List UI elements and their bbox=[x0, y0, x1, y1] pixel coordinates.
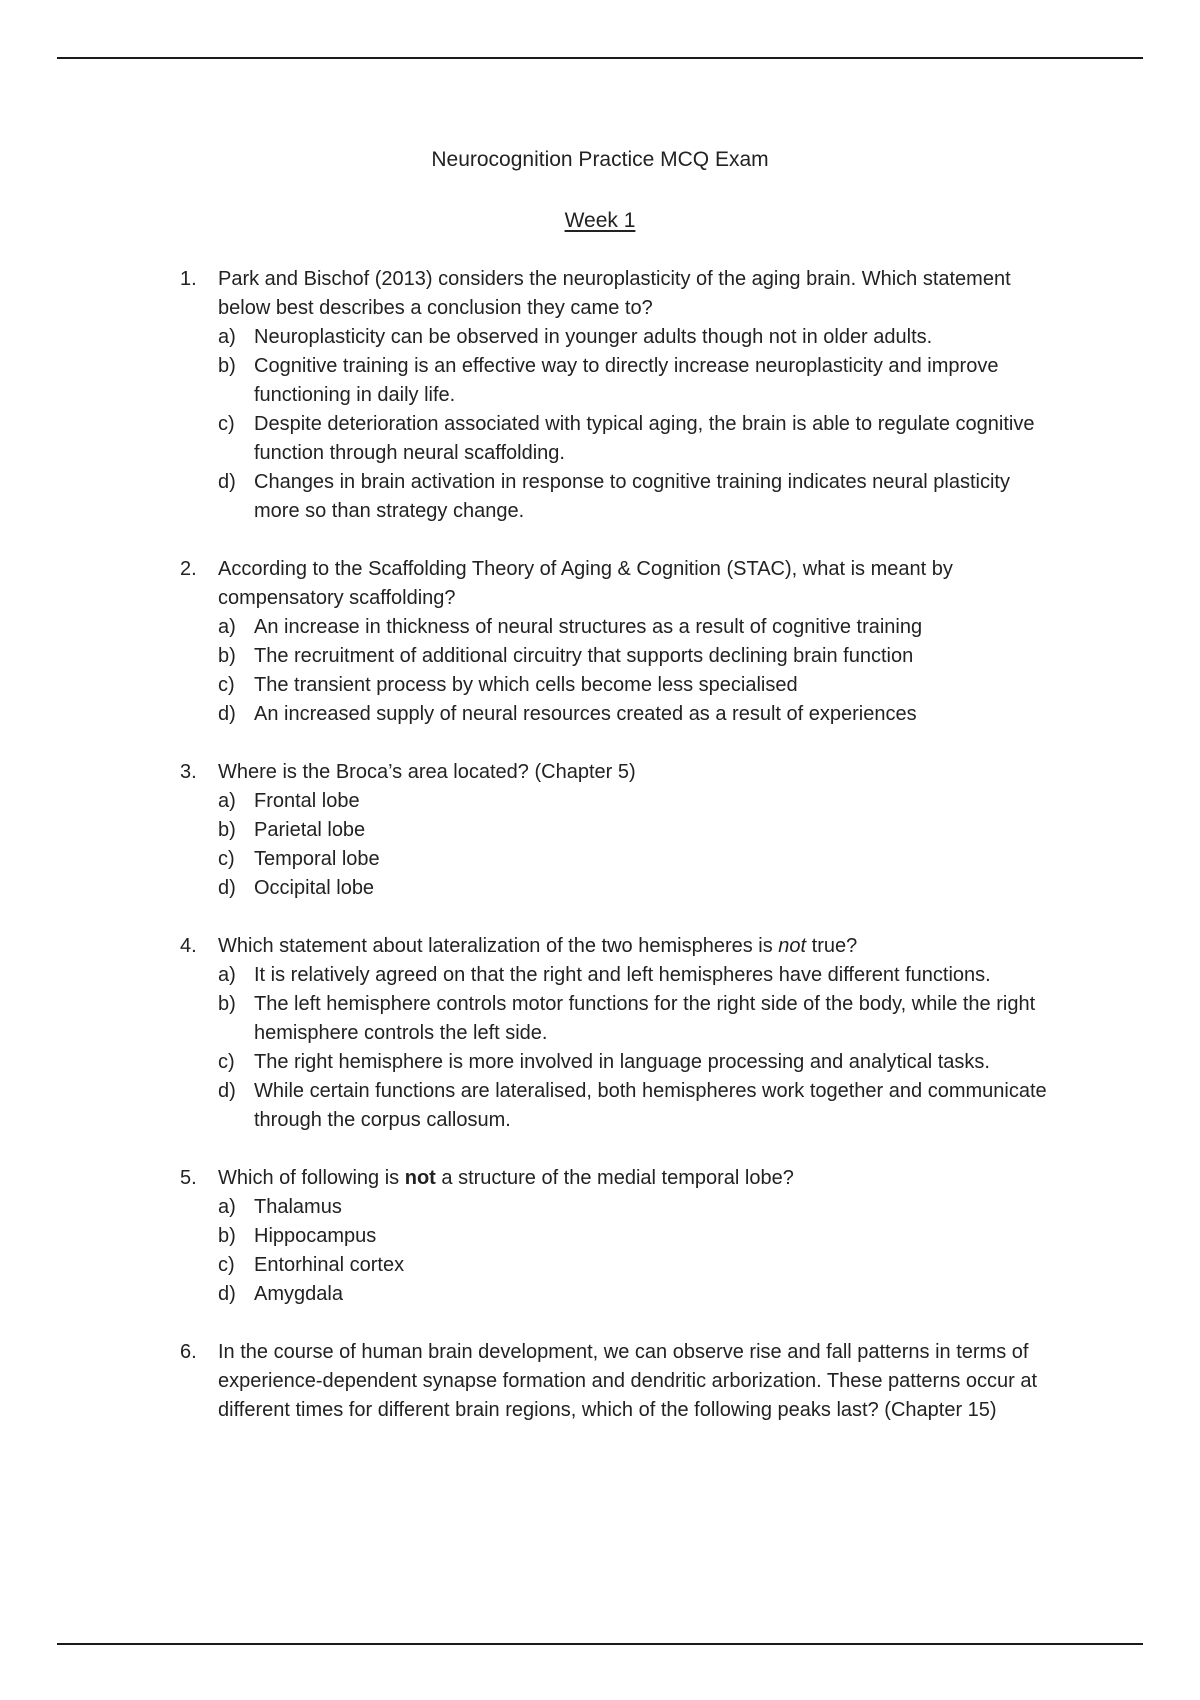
option-d bbox=[218, 1077, 1060, 1135]
option-label: d) bbox=[218, 1080, 236, 1102]
option-label: b) bbox=[218, 645, 236, 667]
question-text-emphasis: not bbox=[778, 935, 807, 957]
option-text: Changes in brain activation in response to cognitive training indicates neural plasticity more so than strategy change. bbox=[254, 471, 1010, 522]
option-label: c) bbox=[218, 674, 235, 696]
question-text-before: Which statement about lateralization of the two hemispheres is bbox=[218, 935, 779, 957]
option-label: c) bbox=[218, 848, 235, 870]
option-d bbox=[218, 1280, 1060, 1309]
option-b bbox=[218, 642, 1060, 671]
option-b bbox=[218, 990, 1060, 1048]
question-text: Where is the Broca’s area located? (Chapter 5) bbox=[218, 761, 636, 783]
question-text: In the course of human brain development, we can observe rise and fall patterns in terms of experience-dependent synapse formation and dendritic arborization. These patterns occur at different times for different brain regions, which of the following peaks last? (Chapter 15) bbox=[218, 1341, 1038, 1421]
option-label: a) bbox=[218, 616, 236, 638]
question-text bbox=[218, 1164, 1060, 1193]
option-text: An increase in thickness of neural structures as a result of cognitive training bbox=[254, 616, 923, 638]
question-text-before: Which of following is bbox=[218, 1167, 405, 1189]
question-text: According to the Scaffolding Theory of Aging & Cognition (STAC), what is meant by compensatory scaffolding? bbox=[218, 558, 953, 609]
option-list bbox=[218, 787, 1060, 903]
option-a bbox=[218, 787, 1060, 816]
option-d bbox=[218, 468, 1060, 526]
question-2 bbox=[180, 555, 1060, 729]
option-label: a) bbox=[218, 1196, 236, 1218]
question-list bbox=[180, 265, 1060, 1454]
option-label: b) bbox=[218, 355, 236, 377]
option-list bbox=[218, 323, 1060, 526]
option-c bbox=[218, 671, 1060, 700]
option-b bbox=[218, 352, 1060, 410]
option-text: Frontal lobe bbox=[254, 790, 360, 812]
option-text: Occipital lobe bbox=[254, 877, 375, 899]
option-text: The transient process by which cells become less specialised bbox=[254, 674, 798, 696]
option-label: a) bbox=[218, 964, 236, 986]
bottom-rule bbox=[57, 1643, 1143, 1645]
question-text-emphasis: not bbox=[404, 1167, 436, 1189]
option-list bbox=[218, 613, 1060, 729]
option-text: Thalamus bbox=[254, 1196, 342, 1218]
page-title: Neurocognition Practice MCQ Exam bbox=[431, 148, 769, 171]
page-subtitle bbox=[0, 207, 1200, 235]
option-label: d) bbox=[218, 703, 236, 725]
option-label: c) bbox=[218, 1051, 235, 1073]
question-text-after: true? bbox=[806, 935, 858, 957]
question-number: 2. bbox=[180, 558, 197, 580]
option-b bbox=[218, 816, 1060, 845]
question-number: 1. bbox=[180, 268, 197, 290]
option-c bbox=[218, 845, 1060, 874]
question-1 bbox=[180, 265, 1060, 526]
option-label: c) bbox=[218, 413, 235, 435]
option-label: c) bbox=[218, 1254, 235, 1276]
option-text: Parietal lobe bbox=[254, 819, 366, 841]
question-number: 3. bbox=[180, 761, 197, 783]
option-label: d) bbox=[218, 471, 236, 493]
option-label: b) bbox=[218, 819, 236, 841]
option-text: An increased supply of neural resources created as a result of experiences bbox=[254, 703, 917, 725]
option-d bbox=[218, 700, 1060, 729]
question-number: 6. bbox=[180, 1341, 197, 1363]
option-label: b) bbox=[218, 1225, 236, 1247]
option-b bbox=[218, 1222, 1060, 1251]
option-text: While certain functions are lateralised, both hemispheres work together and communicate through the corpus callosum. bbox=[254, 1080, 1047, 1131]
option-text: Temporal lobe bbox=[254, 848, 380, 870]
option-label: d) bbox=[218, 877, 236, 899]
option-label: a) bbox=[218, 326, 236, 348]
option-c bbox=[218, 1251, 1060, 1280]
option-a bbox=[218, 1193, 1060, 1222]
question-text: Park and Bischof (2013) considers the neuroplasticity of the aging brain. Which statement below best describes a conclusion they came to? bbox=[218, 268, 1011, 319]
option-list bbox=[218, 1193, 1060, 1309]
option-text: Cognitive training is an effective way to directly increase neuroplasticity and improve functioning in daily life. bbox=[254, 355, 999, 406]
option-d bbox=[218, 874, 1060, 903]
question-number: 4. bbox=[180, 935, 197, 957]
option-text: Neuroplasticity can be observed in younger adults though not in older adults. bbox=[254, 326, 933, 348]
option-text: Despite deterioration associated with typical aging, the brain is able to regulate cognitive function through neural scaffolding. bbox=[254, 413, 1035, 464]
option-text: The right hemisphere is more involved in language processing and analytical tasks. bbox=[254, 1051, 990, 1073]
option-text: The recruitment of additional circuitry that supports declining brain function bbox=[254, 645, 914, 667]
option-text: Amygdala bbox=[254, 1283, 343, 1305]
question-number: 5. bbox=[180, 1167, 197, 1189]
question-text bbox=[218, 932, 1060, 961]
top-rule bbox=[57, 57, 1143, 59]
option-text: It is relatively agreed on that the right and left hemispheres have different functions. bbox=[254, 964, 991, 986]
option-a bbox=[218, 961, 1060, 990]
option-c bbox=[218, 1048, 1060, 1077]
option-label: d) bbox=[218, 1283, 236, 1305]
question-text-after: a structure of the medial temporal lobe? bbox=[435, 1167, 794, 1189]
option-text: Entorhinal cortex bbox=[254, 1254, 405, 1276]
option-a bbox=[218, 323, 1060, 352]
question-4 bbox=[180, 932, 1060, 1135]
option-c bbox=[218, 410, 1060, 468]
option-label: b) bbox=[218, 993, 236, 1015]
option-list bbox=[218, 961, 1060, 1135]
question-6 bbox=[180, 1338, 1060, 1425]
option-text: The left hemisphere controls motor functions for the right side of the body, while the right hemisphere controls the left side. bbox=[254, 993, 1036, 1044]
option-a bbox=[218, 613, 1060, 642]
week-label: Week 1 bbox=[564, 209, 636, 232]
option-text: Hippocampus bbox=[254, 1225, 377, 1247]
question-3 bbox=[180, 758, 1060, 903]
question-5 bbox=[180, 1164, 1060, 1309]
option-label: a) bbox=[218, 790, 236, 812]
